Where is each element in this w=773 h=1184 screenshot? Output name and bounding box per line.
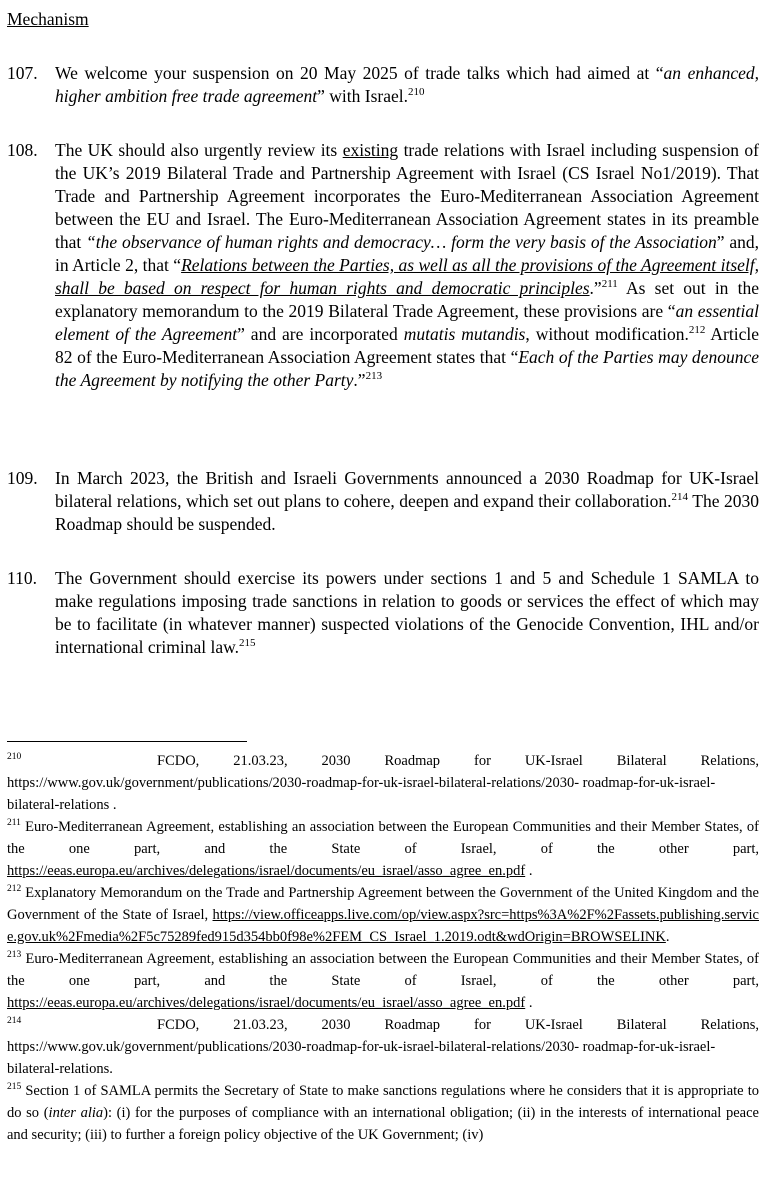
footnote-ref[interactable]: 213: [365, 370, 383, 383]
footnote-link[interactable]: https://www.gov.uk/government/publications/2030-roadmap-for-uk-israel-bilateral-relations/2030- roadmap-for-uk-israel-bilateral-relations .: [7, 775, 716, 813]
footnote-link[interactable]: https://www.gov.uk/government/publications/2030-roadmap-for-uk-israel-bilateral-relations/2030- roadmap-for-uk-israel-bilateral-relations.: [7, 1039, 716, 1077]
section-heading: Mechanism: [7, 9, 89, 29]
footnote-separator: [7, 741, 247, 742]
footnotes: [7, 750, 759, 1146]
footnote-ref[interactable]: 212: [688, 324, 706, 337]
footnote-ref[interactable]: 215: [239, 637, 256, 650]
paragraph-number: 110.: [7, 568, 37, 588]
footnote-211: $^{211}$ Euro-Mediterranean Agreement, establishing an association between the European Communities and their Member States, of the one part, and the State of Israel, of the other part, https://eeas.europa.eu/archives/delegations/israel/documents/eu_israel/asso_agree_en.pdf .: [7, 818, 759, 879]
paragraph-body: The UK should also urgently review its existing trade relations with Israel including suspension of the UK’s 2019 Bilateral Trade and Partnership Agreement with Israel (CS Israel No1/2019). That Trade and Partnership Agreement incorporates the Euro-Mediterranean Association Agreement between the EU and Israel. The Euro-Mediterranean Association Agreement states in its preamble that “the observance of human rights and democracy… form the very basis of the Association” and, in Article 2, that “Relations between the Parties, as well as all the provisions of the Agreement itself, shall be based on respect for human rights and democratic principles.”$^{211}$ As set out in the explanatory memorandum to the 2019 Bilateral Trade Agreement, these provisions are “an essential element of the Agreement” and are incorporated mutatis mutandis, without modification.$^{212}$ Article 82 of the Euro-Mediterranean Association Agreement states that “Each of the Parties may denounce the Agreement by notifying the other Party.”$^{213}$: [55, 140, 760, 390]
paragraph-number: 109.: [7, 468, 38, 488]
paragraph-107: [7, 62, 759, 108]
footnote-ref[interactable]: 210: [408, 86, 425, 99]
footnote-ref[interactable]: 211: [601, 278, 618, 291]
paragraph-body: The Government should exercise its powers under sections 1 and 5 and Schedule 1 SAMLA to make regulations imposing trade sanctions in relation to goods or services the effect of which may be to facilitate (in whatever manner) suspected violations of the Genocide Convention, IHL and/or international criminal law.$^{215}$: [55, 568, 759, 657]
footnote-213: $^{213}$ Euro-Mediterranean Agreement, establishing an association between the European Communities and their Member States, of the one part, and the State of Israel, of the other part, https://eeas.europa.eu/archives/delegations/israel/documents/eu_israel/asso_agree_en.pdf .: [7, 950, 759, 1011]
paragraph-body: In March 2023, the British and Israeli Governments announced a 2030 Roadmap for UK-Israel bilateral relations, which set out plans to cohere, deepen and expand their collaboration.$^{214}$ The 2030 Roadmap should be suspended.: [55, 468, 759, 534]
paragraph-body: We welcome your suspension on 20 May 2025 of trade talks which had aimed at “an enhanced, higher ambition free trade agreement” with Israel.$^{210}$: [55, 63, 759, 106]
paragraph-number: 108.: [7, 140, 38, 160]
footnote-link[interactable]: https://eeas.europa.eu/archives/delegations/israel/documents/eu_israel/asso_agree_en.pdf: [7, 863, 526, 879]
paragraph-110: [7, 567, 759, 659]
footnote-link[interactable]: https://view.officeapps.live.com/op/view.aspx?src=https%3A%2F%2Fassets.publishing.service.gov.uk%2Fmedia%2F5c75289fed915d354bb0f98e%2FEM_CS_Israel_1.2019.odt&wdOrigin=BROWSELINK: [7, 907, 759, 945]
footnote-215: $^{215}$ Section 1 of SAMLA permits the Secretary of State to make sanctions regulations where he considers that it is appropriate to do so (inter alia): (i) for the purposes of compliance with an international obligation; (ii) in the interests of international peace and security; (iii) to further a foreign policy objective of the UK Government; (iv): [7, 1082, 759, 1143]
paragraph-number: 107.: [7, 63, 38, 83]
footnote-link[interactable]: https://eeas.europa.eu/archives/delegations/israel/documents/eu_israel/asso_agree_en.pdf: [7, 995, 526, 1011]
footnote-214: $^{214}$ FCDO, 21.03.23, 2030 Roadmap for UK-Israel Bilateral Relations, https://www.gov.uk/government/publications/2030-roadmap-for-uk-israel-bilateral-relations/2030- roadmap-for-uk-israel-bilateral-relations.: [7, 1016, 759, 1077]
footnote-ref[interactable]: 214: [671, 491, 689, 504]
footnote-210: $^{210}$ FCDO, 21.03.23, 2030 Roadmap for UK-Israel Bilateral Relations, https://www.gov.uk/government/publications/2030-roadmap-for-uk-israel-bilateral-relations/2030- roadmap-for-uk-israel-bilateral-relations .: [7, 752, 759, 813]
footnote-212: $^{212}$ Explanatory Memorandum on the Trade and Partnership Agreement between the Government of the United Kingdom and the Government of the State of Israel, https://view.officeapps.live.com/op/view.aspx?src=https%3A%2F%2Fassets.publishing.service.gov.uk%2Fmedia%2F5c75289fed915d354bb0f98e%2FEM_CS_Israel_1.2019.odt&wdOrigin=BROWSELINK.: [7, 884, 759, 945]
paragraph-108: [7, 139, 759, 392]
paragraph-109: [7, 467, 759, 536]
